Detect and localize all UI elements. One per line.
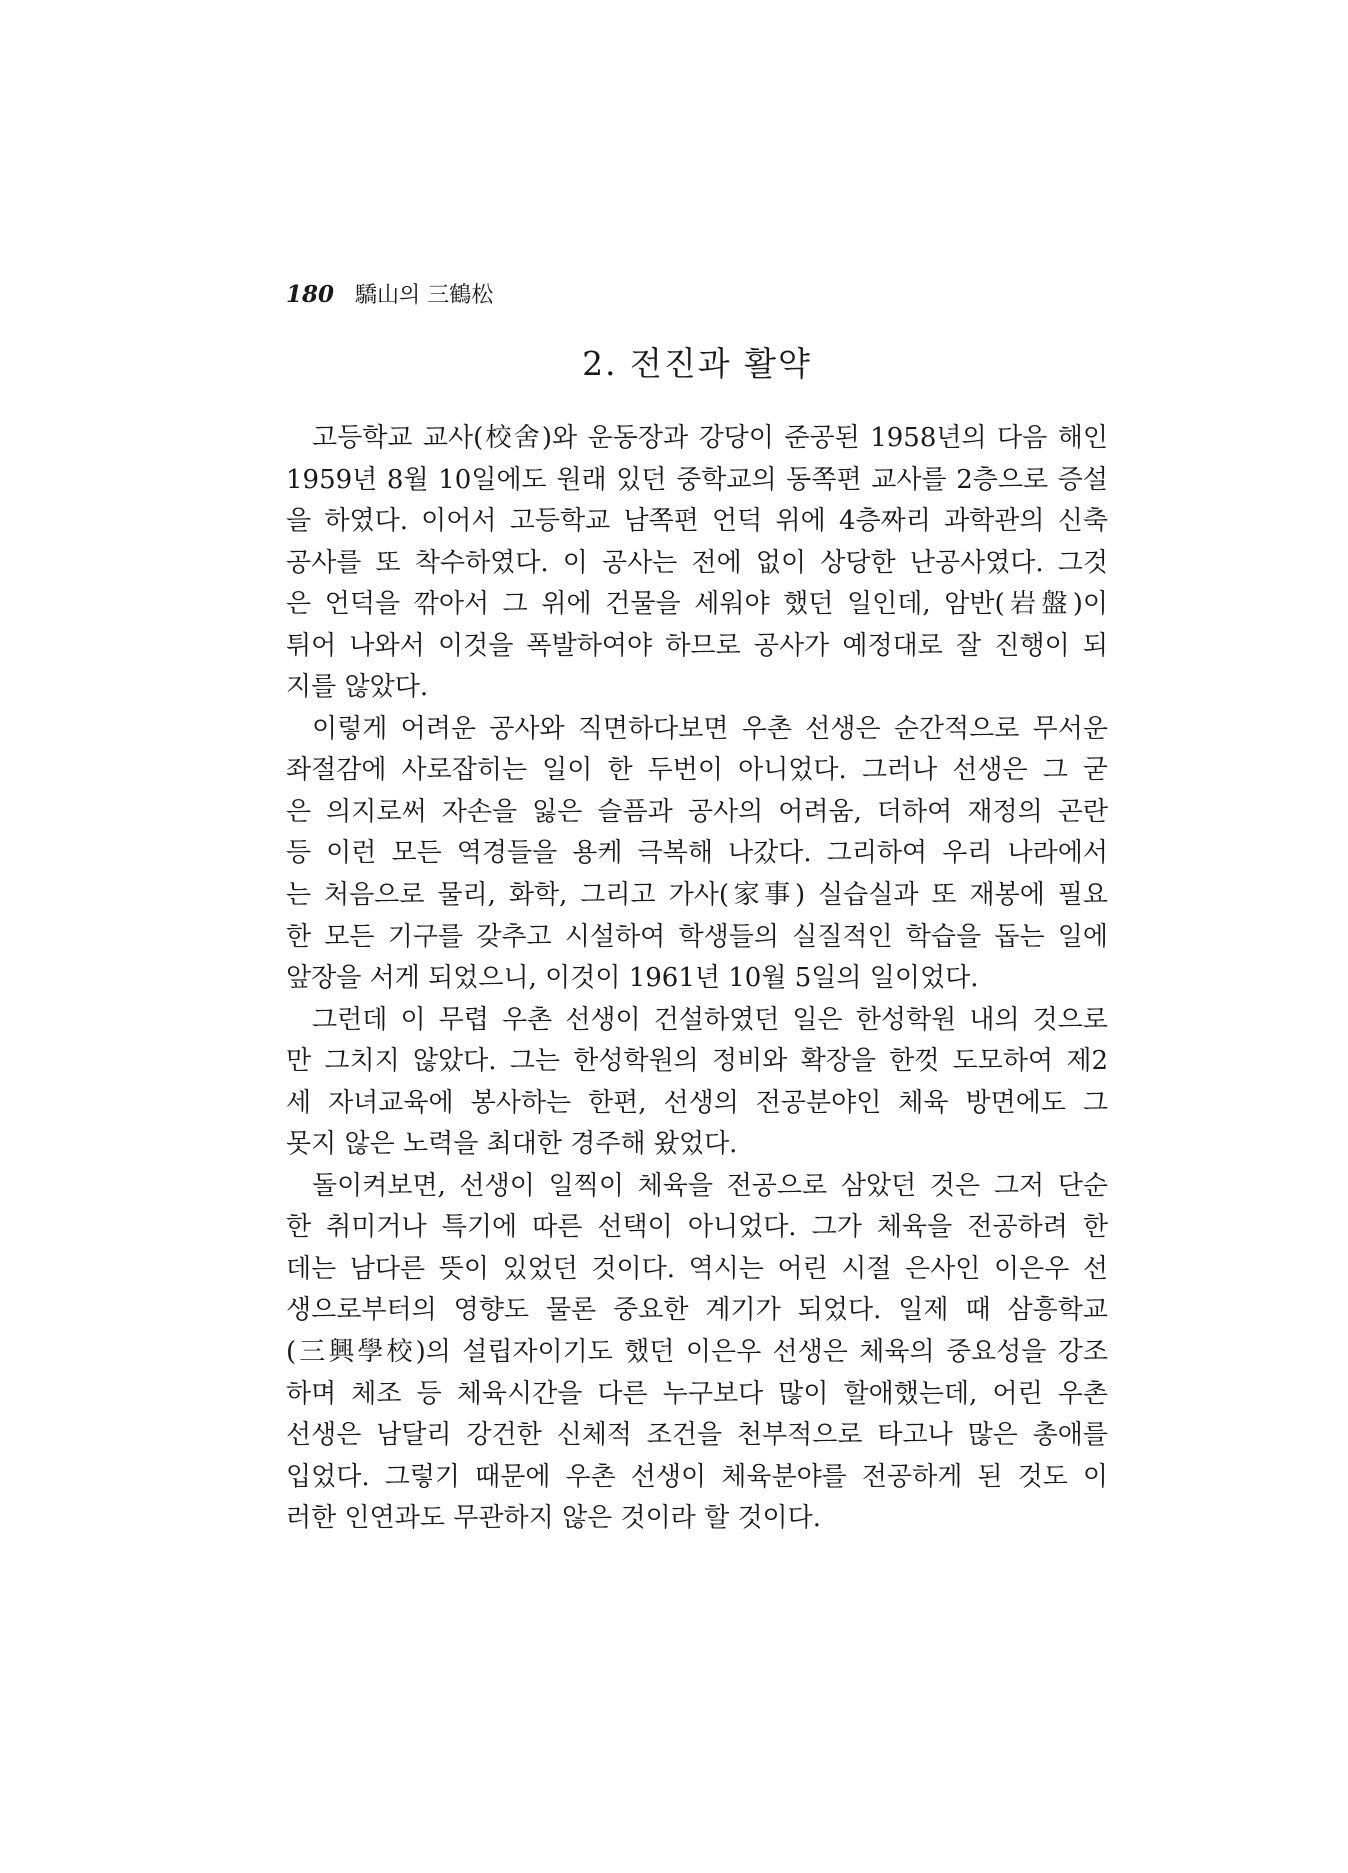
text-line: 한 모든 기구를 갖추고 시설하여 학생들의 실질적인 학습을 돕는 일에 [286,921,1108,952]
text-line: 등 이런 모든 역경들을 용케 극복해 나갔다. 그리하여 우리 나라에서 [286,838,1108,869]
text-line: 을 하였다. 이어서 고등학교 남쪽편 언덕 위에 4층짜리 과학관의 신축 [286,506,1108,537]
section-title: 2. 전진과 활약 [582,344,812,383]
text-line: 는 처음으로 물리, 화학, 그리고 가사(家事) 실습실과 또 재봉에 필요 [286,880,1108,911]
paragraph [286,418,1108,709]
paragraph [286,1166,1108,1540]
text-line: 데는 남다른 뜻이 있었던 것이다. 역시는 어린 시절 은사인 이은우 선 [286,1253,1108,1284]
text-line: 공사를 또 착수하였다. 이 공사는 전에 없이 상당한 난공사였다. 그것 [286,547,1108,578]
paragraph [286,709,1108,1000]
text-line: 세 자녀교육에 봉사하는 한편, 선생의 전공분야인 체육 방면에도 그 [286,1087,1108,1118]
body-text [286,418,1108,1540]
text-line: 입었다. 그렇기 때문에 우촌 선생이 체육분야를 전공하게 된 것도 이 [286,1461,1108,1492]
text-line: 한 취미거나 특기에 따른 선택이 아니었다. 그가 체육을 전공하려 한 [286,1212,1108,1243]
text-line: 이렇게 어려운 공사와 직면하다보면 우촌 선생은 순간적으로 무서운 [312,713,1108,744]
text-line: 러한 인연과도 무관하지 않은 것이라 할 것이다. [286,1503,822,1534]
text-line: 고등학교 교사(校舍)와 운동장과 강당이 준공된 1958년의 다음 해인 [312,423,1108,453]
text-line: 그런데 이 무렵 우촌 선생이 건설하였던 일은 한성학원 내의 것으로 [312,1004,1108,1035]
text-line: 돌이켜보면, 선생이 일찍이 체육을 전공으로 삼았던 것은 그저 단순 [312,1170,1108,1201]
running-head [286,278,493,309]
text-line: 지를 않았다. [286,672,429,703]
text-line: 은 의지로써 자손을 잃은 슬픔과 공사의 어려움, 더하여 재정의 곤란 [286,796,1108,827]
page-number: 180 [286,281,335,308]
text-line: 선생은 남달리 강건한 신체적 조건을 천부적으로 타고나 많은 총애를 [286,1420,1108,1451]
paragraph [286,1000,1108,1166]
text-line: 앞장을 서게 되었으니, 이것이 1961년 10월 5일의 일이었다. [286,963,979,994]
text-line: 생으로부터의 영향도 물론 중요한 계기가 되었다. 일제 때 삼흥학교 [286,1295,1108,1326]
text-line: 못지 않은 노력을 최대한 경주해 왔었다. [286,1129,738,1160]
running-head-book-title: 驕山의 三鶴松 [355,283,494,308]
text-line: 은 언덕을 깎아서 그 위에 건물을 세워야 했던 일인데, 암반(岩盤)이 [286,589,1108,620]
text-line: 튀어 나와서 이것을 폭발하여야 하므로 공사가 예정대로 잘 진행이 되 [286,630,1108,661]
text-line: (三興學校)의 설립자이기도 했던 이은우 선생은 체육의 중요성을 강조 [286,1337,1108,1368]
text-line: 좌절감에 사로잡히는 일이 한 두번이 아니었다. 그러나 선생은 그 굳 [286,755,1108,786]
text-line: 만 그치지 않았다. 그는 한성학원의 정비와 확장을 한껏 도모하여 제2 [286,1046,1108,1077]
text-line: 1959년 8월 10일에도 원래 있던 중학교의 동쪽편 교사를 2층으로 증설 [286,464,1108,495]
text-line: 하며 체조 등 체육시간을 다른 누구보다 많이 할애했는데, 어린 우촌 [286,1378,1108,1409]
